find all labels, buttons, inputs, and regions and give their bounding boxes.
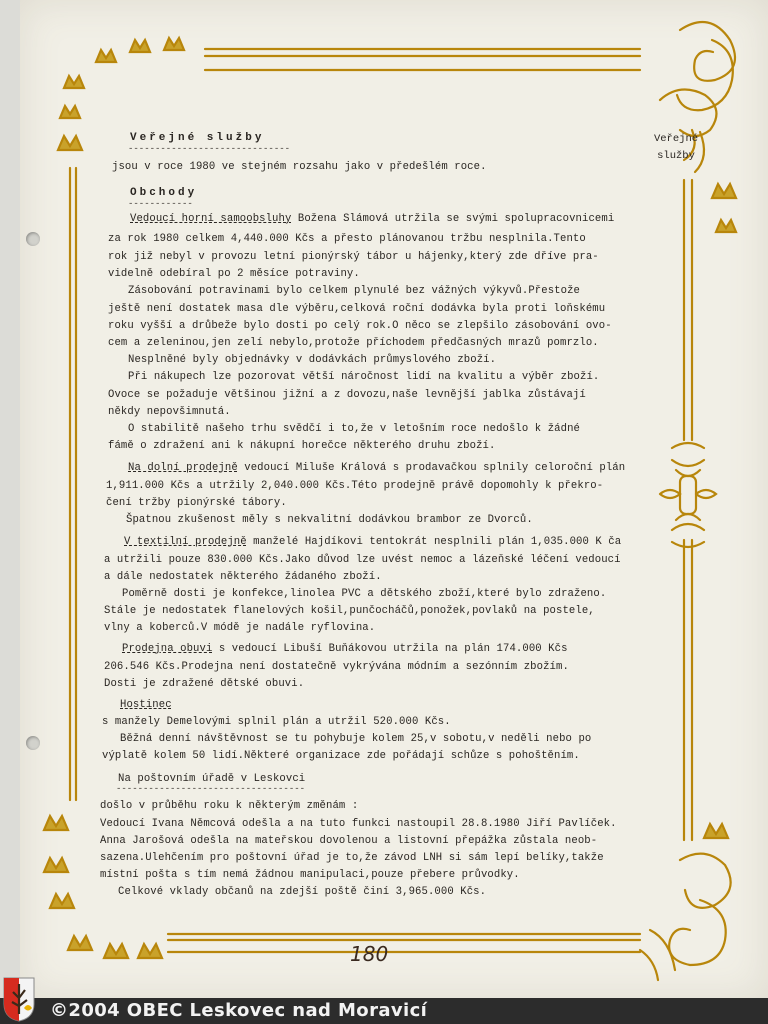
text-line: Vedoucí Ivana Němcová odešla a na tuto funkci nastoupil 28.8.1980 Jiří Pavlíček. [100,818,617,830]
text-line: rok již nebyl v provozu letní pionýrský tábor u hájenky,který zde dříve pra- [108,251,599,263]
margin-note [640,131,712,165]
text-line: 206.546 Kčs.Prodejna není dostatečně vykrývána módním a sezónním zbožím. [104,661,569,673]
text-line [122,643,568,655]
text-line: za rok 1980 celkem 4,440.000 Kčs a přesto plánovanou tržbu nesplnila.Tento [108,233,586,245]
text-line: Dosti je zdražené dětské obuvi. [104,678,305,690]
text-line: Špatnou zkušenost měly s nekvalitní dodávkou brambor ze Dvorců. [126,514,533,526]
text-line [124,536,621,548]
text-span: vedoucí Miluše Králová s prodavačkou splnily celoroční plán [237,462,626,474]
text-line: 1,911.000 Kčs a utržily 2,040.000 Kčs.Této prodejně právě dopomohly k překro- [106,480,604,492]
copyright-text: ©2004 OBEC Leskovec nad Moravicí [50,1000,428,1021]
subheading: Na dolní prodejně [128,462,238,474]
text-line [130,213,614,225]
text-line: Anna Jarošová odešla na mateřskou dovolenou a listovní přepážka zůstala neob- [100,835,598,847]
subheading: Prodejna obuvi [122,643,213,655]
text-line: výplatě kolem 50 lidí.Některé organizace zde pořádají schůze s pohoštěním. [102,750,580,762]
text-line: Celkové vklady občanů na zdejší poště činí 3,965.000 Kčs. [118,886,487,898]
text-line: Při nákupech lze pozorovat větší náročnost lidí na kvalitu a výběr zboží. [128,371,600,383]
section-heading: Veřejné služby [130,132,265,144]
text-line: a dále nedostatek některého žádaného zboží. [104,571,382,583]
heading-underline: ----------------------------------- [116,784,306,794]
text-line: Ovoce se požaduje většinou jižní a z dovozu,naše levnější jablka zůstávají [108,389,586,401]
text-line: Nesplněné byly objednávky v dodávkách průmyslového zboží. [128,354,497,366]
text-line: s manžely Demelovými splnil plán a utržil 520.000 Kčs. [102,716,451,728]
margin-note-line: Veřejné [653,133,699,145]
text-line: O stabilitě našeho trhu svědčí i to,že v letošním roce nedošlo k žádné [128,423,581,435]
text-line: jsou v roce 1980 ve stejném rozsahu jako v předešlém roce. [112,161,487,173]
text-line: někdy nepovšimnutá. [108,406,231,418]
text-span: s vedoucí Libuší Buňákovou utržila na plán 174.000 Kčs [212,643,568,655]
text-line: a utržili pouze 830.000 Kčs.Jako důvod lze uvést nemoc a lázeňské léčení vedoucí [104,554,621,566]
text-line: vlny a koberců.V módě je nadále ryflovina. [104,622,376,634]
text-line: Běžná denní návštěvnost se tu pohybuje kolem 25,v sobotu,v neděli nebo po [120,733,592,745]
text-span: manželé Hajdíkovi tentokrát nesplnili plán 1,035.000 K ča [246,536,622,548]
text-line [128,462,625,474]
margin-note-line: služby [657,150,695,162]
text-line: Stále je nedostatek flanelových košil,punčocháčů,ponožek,povlaků na postele, [104,605,595,617]
text-line: videlně odebíral po 2 měsíce potraviny. [108,268,360,280]
text-span: Božena Slámová utržila se svými spolupracovnicemi [291,213,615,225]
subheading: V textilní prodejně [124,536,247,548]
heading-underline: ------------ [128,199,193,209]
text-line: došlo v průběhu roku k některým změnám : [100,800,359,812]
text-line: cem a zeleninou,jen zelí nebylo,protože příchodem předčasných mrazů pomrzlo. [108,337,599,349]
heading-underline: ------------------------------ [128,144,291,154]
coat-of-arms-icon [2,976,36,1022]
text-line: Poměrně dosti je konfekce,linolea PVC a dětského zboží,které bylo zdraženo. [122,588,607,600]
text-line: Zásobování potravinami bylo celkem plynulé bez vážných výkyvů.Přestože [128,285,581,297]
text-line: místní pošta s tím nemá žádnou manipulaci,pouze přebere průvodky. [100,869,520,881]
section-heading: Obchody [130,187,198,199]
subheading: Hostinec [120,699,172,711]
section-heading: Na poštovním úřadě v Leskovci [118,773,306,785]
text-line: fámě o zdražení ani k nákupní horečce některého druhu zboží. [108,440,496,452]
page-number: 180 [350,942,389,966]
text-line: sazena.Ulehčením pro poštovní úřad je to,že závod LNH si sám lepí belíky,takže [100,852,604,864]
text-line: čení tržby pionýrské tábory. [106,497,287,509]
subheading: Vedoucí horní samoobsluhy [130,213,292,225]
text-line: roku vyšší a drůbeže bylo dosti po celý rok.O něco se zlepšilo zásobování ovo- [108,320,612,332]
text-line: ještě není dostatek masa dle výběru,celková roční dodávka byla proti loňskému [108,303,606,315]
